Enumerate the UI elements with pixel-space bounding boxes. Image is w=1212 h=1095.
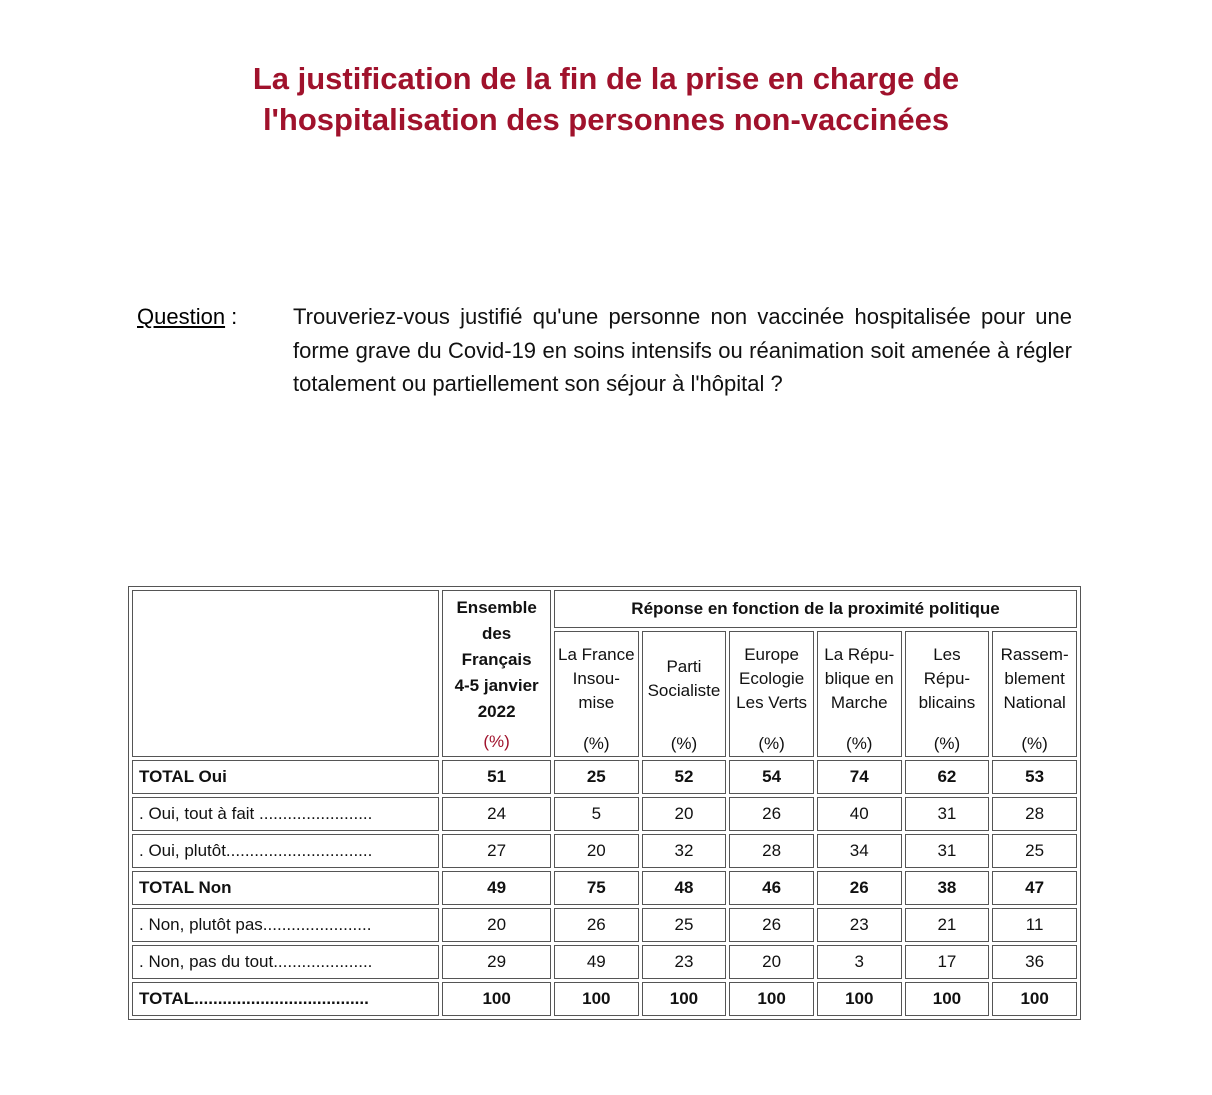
ensemble-value: 24 <box>442 797 551 831</box>
party-name-line: mise <box>578 693 615 712</box>
party-value: 52 <box>642 760 727 794</box>
party-value: 20 <box>729 945 814 979</box>
ensemble-header-unit: (%) <box>483 732 510 751</box>
party-value: 53 <box>992 760 1077 794</box>
party-unit: (%) <box>758 734 785 753</box>
party-value: 28 <box>992 797 1077 831</box>
party-name <box>555 632 638 726</box>
party-value: 26 <box>554 908 639 942</box>
party-name-line: Parti <box>666 657 702 676</box>
party-value: 38 <box>905 871 990 905</box>
party-value: 25 <box>992 834 1077 868</box>
party-value: 5 <box>554 797 639 831</box>
results-table <box>128 586 1081 1020</box>
party-value: 100 <box>729 982 814 1016</box>
party-name-line: Insou- <box>572 669 620 688</box>
party-header <box>992 631 1077 757</box>
party-name-line: Rassem- <box>1000 645 1069 664</box>
party-name-line: National <box>1003 693 1066 712</box>
party-name <box>643 632 726 726</box>
party-value: 21 <box>905 908 990 942</box>
party-value: 36 <box>992 945 1077 979</box>
party-value: 100 <box>642 982 727 1016</box>
row-label: . Oui, tout à fait ........................ <box>132 797 439 831</box>
row-label: TOTAL Non <box>132 871 439 905</box>
party-value: 25 <box>642 908 727 942</box>
party-value: 26 <box>729 797 814 831</box>
party-name-line: La France <box>558 645 635 664</box>
party-unit: (%) <box>1021 734 1048 753</box>
party-value: 20 <box>554 834 639 868</box>
ensemble-header <box>442 590 551 757</box>
party-value: 62 <box>905 760 990 794</box>
party-name-line: blement <box>1004 669 1065 688</box>
ensemble-value: 49 <box>442 871 551 905</box>
party-name <box>818 632 901 726</box>
ensemble-value: 27 <box>442 834 551 868</box>
party-header <box>554 631 639 757</box>
party-name-line: Europe <box>744 645 800 664</box>
party-value: 11 <box>992 908 1077 942</box>
party-header <box>905 631 990 757</box>
party-value: 25 <box>554 760 639 794</box>
party-value: 26 <box>729 908 814 942</box>
row-label: . Non, plutôt pas....................... <box>132 908 439 942</box>
party-header <box>729 631 814 757</box>
row-label: TOTAL..................................... <box>132 982 439 1016</box>
party-value: 23 <box>817 908 902 942</box>
party-unit: (%) <box>933 734 961 753</box>
ensemble-header-line2: des <box>481 624 512 643</box>
table-row <box>132 871 1077 905</box>
party-value: 28 <box>729 834 814 868</box>
party-name-line: blique en <box>824 669 894 688</box>
ensemble-value: 20 <box>442 908 551 942</box>
party-name-line: Les Verts <box>736 693 808 712</box>
party-name <box>730 632 813 726</box>
party-value: 100 <box>554 982 639 1016</box>
party-name-line: Répu- <box>923 669 971 688</box>
title-line-1: La justification de la fin de la prise en charge de <box>252 61 960 96</box>
party-value: 23 <box>642 945 727 979</box>
party-unit: (%) <box>846 734 873 753</box>
party-unit: (%) <box>583 734 610 753</box>
party-unit: (%) <box>670 734 698 753</box>
table-row <box>132 797 1077 831</box>
table-corner <box>132 590 439 757</box>
group-header: Réponse en fonction de la proximité politique <box>554 590 1077 628</box>
party-name-line: Marche <box>830 693 888 712</box>
row-label: . Oui, plutôt............................... <box>132 834 439 868</box>
party-name <box>906 632 989 726</box>
party-value: 46 <box>729 871 814 905</box>
table-row <box>132 908 1077 942</box>
ensemble-header-line4: 4-5 janvier <box>454 676 539 695</box>
party-value: 17 <box>905 945 990 979</box>
party-name-line: blicains <box>918 693 976 712</box>
party-name-line: Socialiste <box>647 681 721 700</box>
party-name-line: La Répu- <box>824 645 895 664</box>
row-label: . Non, pas du tout..................... <box>132 945 439 979</box>
table-row <box>132 945 1077 979</box>
party-name-line: Ecologie <box>739 669 805 688</box>
table-row <box>132 834 1077 868</box>
party-value: 49 <box>554 945 639 979</box>
ensemble-header-line1: Ensemble <box>456 598 537 617</box>
party-value: 75 <box>554 871 639 905</box>
party-value: 100 <box>905 982 990 1016</box>
question-text: Trouveriez-vous justifié qu'une personne non vaccinée hospitalisée pour une forme grave du Covid-19 en soins intensifs ou réanimation soit amenée à régler totalement ou partiellement son séjour à l'hôpital ? <box>293 304 1072 396</box>
party-header <box>642 631 727 757</box>
party-header <box>817 631 902 757</box>
party-value: 34 <box>817 834 902 868</box>
ensemble-value: 51 <box>442 760 551 794</box>
party-value: 3 <box>817 945 902 979</box>
ensemble-value: 29 <box>442 945 551 979</box>
table-row <box>132 982 1077 1016</box>
question-label-text: Question <box>137 304 226 329</box>
party-value: 100 <box>992 982 1077 1016</box>
party-value: 40 <box>817 797 902 831</box>
party-value: 54 <box>729 760 814 794</box>
party-value: 32 <box>642 834 727 868</box>
title-line-2: l'hospitalisation des personnes non-vaccinées <box>262 102 950 137</box>
party-name <box>993 632 1076 726</box>
party-value: 74 <box>817 760 902 794</box>
question-label-separator: : <box>225 304 238 329</box>
page-title <box>0 58 1212 140</box>
ensemble-header-line3: Français <box>461 650 532 669</box>
ensemble-header-line5: 2022 <box>477 702 516 721</box>
party-value: 100 <box>817 982 902 1016</box>
row-label: TOTAL Oui <box>132 760 439 794</box>
ensemble-value: 100 <box>442 982 551 1016</box>
party-value: 31 <box>905 797 990 831</box>
party-value: 47 <box>992 871 1077 905</box>
party-value: 26 <box>817 871 902 905</box>
table-row <box>132 760 1077 794</box>
party-value: 48 <box>642 871 727 905</box>
question-label <box>137 300 237 333</box>
party-value: 31 <box>905 834 990 868</box>
party-value: 20 <box>642 797 727 831</box>
party-name-line: Les <box>933 645 961 664</box>
